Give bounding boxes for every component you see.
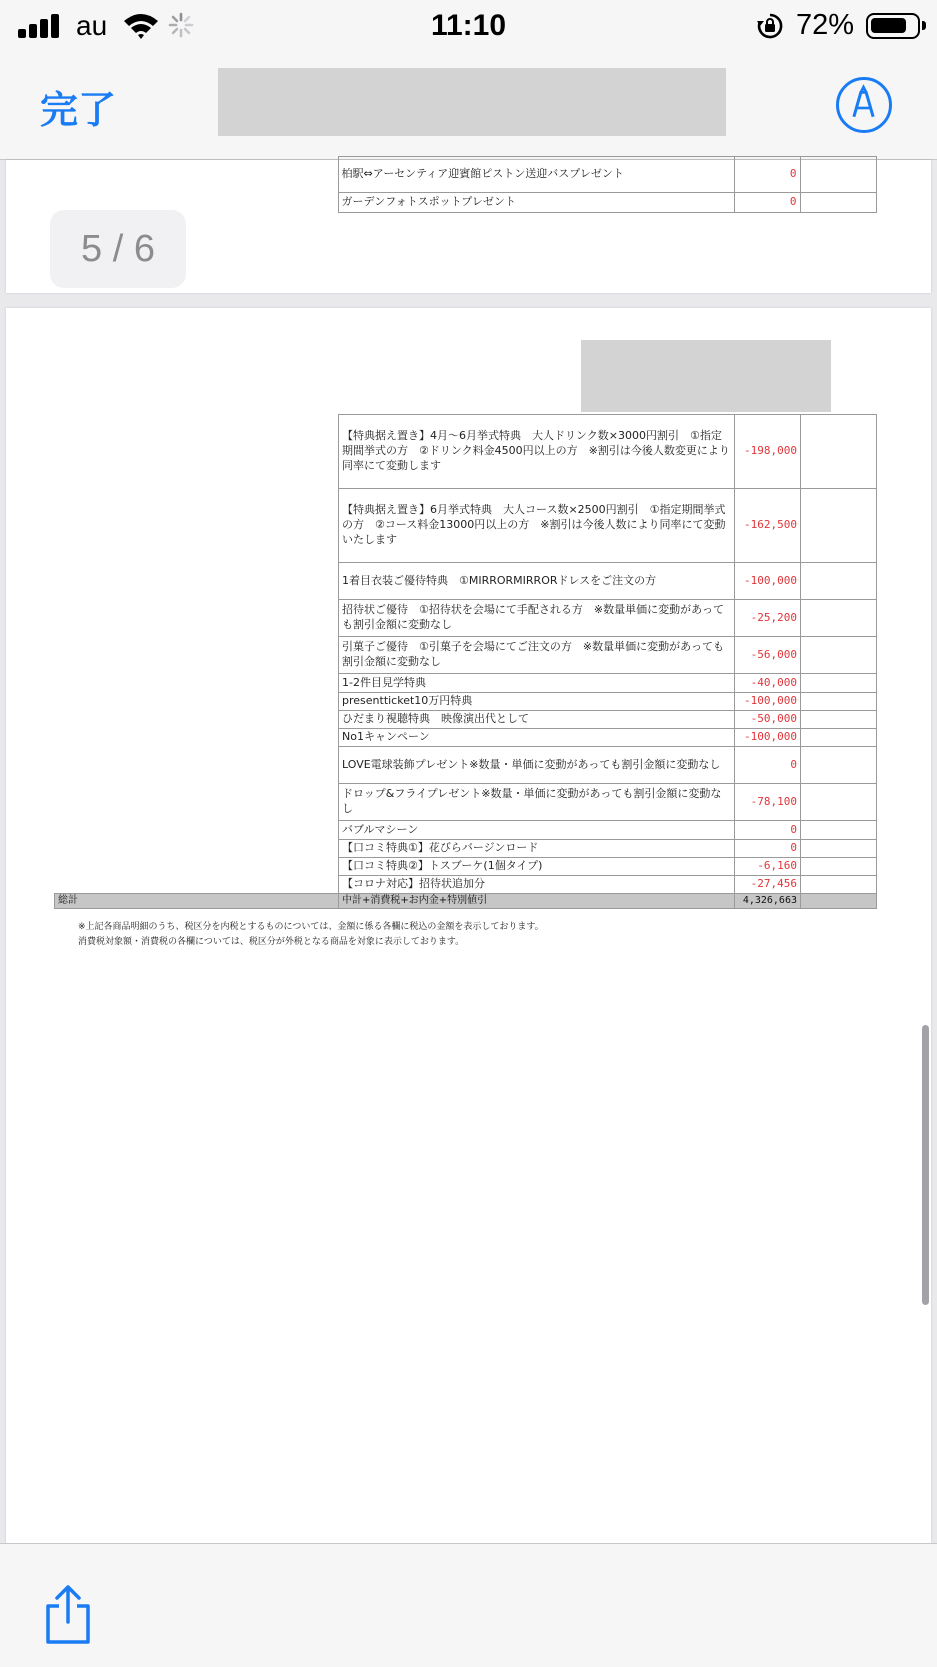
markup-button[interactable]	[836, 77, 892, 133]
footnotes	[78, 920, 544, 950]
done-button[interactable]: 完了	[40, 79, 116, 134]
signal-bars-icon	[18, 14, 62, 38]
item-description: 1-2件目見学特典	[339, 674, 735, 693]
item-description: presentticket10万円特典	[339, 693, 735, 711]
blank-cell	[55, 840, 339, 858]
invoice-table-page5	[54, 156, 877, 213]
item-description: 【特典据え置き】4月～6月挙式特典 大人ドリンク数×3000円割引 ①指定期間挙式の方 ②ドリンク料金4500円以上の方 ※割引は今後人数変更により同率にて変動します	[339, 415, 735, 489]
item-description: バブルマシーン	[339, 821, 735, 840]
item-description: No1キャンペーン	[339, 729, 735, 747]
redacted-title	[218, 68, 726, 136]
empty-cell	[801, 711, 877, 729]
item-description: 【口コミ特典①】花びらバージンロード	[339, 840, 735, 858]
empty-cell	[801, 637, 877, 674]
item-description: 柏駅⇔アーセンティア迎賓館ピストン送迎バスプレゼント	[338, 157, 734, 193]
empty-cell	[801, 674, 877, 693]
blank-cell	[55, 563, 339, 600]
item-description: 【特典据え置き】6月挙式特典 大人コース数×2500円割引 ①指定期間挙式の方 ②コース料金13000円以上の方 ※割引は今後人数により同率にて変動いたします	[339, 489, 735, 563]
item-description: 【コロナ対応】招待状追加分	[339, 876, 735, 894]
share-button[interactable]	[42, 1584, 94, 1646]
markup-pen-icon	[839, 80, 888, 129]
empty-cell	[801, 693, 877, 711]
item-description: 1着目衣装ご優待特典 ①MIRRORMIRRORドレスをご注文の方	[339, 563, 735, 600]
table-row	[55, 711, 877, 729]
empty-cell	[800, 157, 876, 193]
table-row	[55, 840, 877, 858]
item-description: 【口コミ特典②】トスブーケ(1個タイプ)	[339, 858, 735, 876]
item-description: ガーデンフォトスポットプレゼント	[338, 193, 734, 213]
empty-cell	[801, 415, 877, 489]
navigation-bar	[0, 52, 937, 160]
item-description: ひだまり視聴特典 映像演出代として	[339, 711, 735, 729]
blank-cell	[55, 637, 339, 674]
loading-spinner-icon	[168, 12, 194, 38]
item-amount: 0	[734, 193, 800, 213]
item-amount: -27,456	[735, 876, 801, 894]
empty-cell	[801, 600, 877, 637]
item-amount: -25,200	[735, 600, 801, 637]
table-row	[55, 784, 877, 821]
item-amount: 0	[734, 157, 800, 193]
item-amount: -40,000	[735, 674, 801, 693]
table-row	[55, 729, 877, 747]
table-row	[55, 821, 877, 840]
item-amount: -56,000	[735, 637, 801, 674]
empty-cell	[801, 489, 877, 563]
blank-cell	[55, 674, 339, 693]
footnote-line: ※上記各商品明細のうち、税区分を内税とするものについては、金額に係る各欄に税込の金額を表示しております。	[78, 922, 544, 932]
total-amount: 4,326,663	[735, 894, 801, 909]
footnote-line: 消費税対象額・消費税の各欄については、税区分が外税となる商品を対象に表示しております。	[78, 937, 465, 947]
table-row	[55, 876, 877, 894]
item-amount: -100,000	[735, 693, 801, 711]
empty-cell	[801, 894, 877, 909]
table-row	[55, 858, 877, 876]
wifi-icon	[122, 10, 160, 40]
rotation-lock-icon	[756, 12, 784, 40]
item-amount: 0	[735, 747, 801, 784]
empty-cell	[801, 840, 877, 858]
empty-cell	[800, 193, 876, 213]
share-icon	[42, 1584, 94, 1646]
item-amount: -6,160	[735, 858, 801, 876]
table-row	[55, 747, 877, 784]
total-row	[55, 894, 877, 909]
blank-cell	[55, 876, 339, 894]
empty-cell	[801, 858, 877, 876]
carrier-name: au	[76, 10, 108, 41]
status-bar	[0, 0, 937, 52]
item-amount: -162,500	[735, 489, 801, 563]
empty-cell	[801, 876, 877, 894]
empty-cell	[801, 729, 877, 747]
blank-cell	[55, 729, 339, 747]
table-row	[54, 157, 876, 193]
table-row	[55, 563, 877, 600]
table-row	[55, 600, 877, 637]
total-label: 総計	[55, 894, 339, 909]
item-amount: -198,000	[735, 415, 801, 489]
table-row	[55, 415, 877, 489]
total-description: 中計+消費税+お内金+特別値引	[339, 894, 735, 909]
item-amount: -78,100	[735, 784, 801, 821]
table-row	[55, 693, 877, 711]
blank-cell	[55, 784, 339, 821]
table-row	[55, 674, 877, 693]
item-description: ドロップ&フライプレゼント※数量・単価に変動があっても割引金額に変動なし	[339, 784, 735, 821]
blank-cell	[55, 415, 339, 489]
item-description: LOVE電球装飾プレゼント※数量・単価に変動があっても割引金額に変動なし	[339, 747, 735, 784]
invoice-table-page6	[54, 414, 877, 909]
item-description: 招待状ご優待 ①招待状を会場にて手配される方 ※数量単価に変動があっても割引金額に変動なし	[339, 600, 735, 637]
item-amount: 0	[735, 821, 801, 840]
empty-cell	[801, 563, 877, 600]
item-amount: -100,000	[735, 563, 801, 600]
empty-cell	[801, 784, 877, 821]
blank-cell	[55, 711, 339, 729]
scrollbar[interactable]	[922, 1025, 929, 1305]
table-row	[55, 489, 877, 563]
table-row	[55, 637, 877, 674]
battery-icon	[866, 13, 920, 39]
clock: 11:10	[430, 9, 507, 42]
page-counter: 5 / 6	[50, 210, 186, 288]
blank-cell	[55, 489, 339, 563]
empty-cell	[801, 821, 877, 840]
item-amount: -50,000	[735, 711, 801, 729]
blank-cell	[55, 821, 339, 840]
pdf-page-6	[6, 308, 931, 1543]
item-amount: 0	[735, 840, 801, 858]
blank-cell	[54, 157, 338, 193]
blank-cell	[55, 600, 339, 637]
battery-percentage: 72%	[796, 9, 855, 41]
blank-cell	[55, 747, 339, 784]
bottom-toolbar	[0, 1543, 937, 1667]
blank-cell	[55, 693, 339, 711]
item-amount: -100,000	[735, 729, 801, 747]
blank-cell	[55, 858, 339, 876]
item-description: 引菓子ご優待 ①引菓子を会場にてご注文の方 ※数量単価に変動があっても割引金額に変動なし	[339, 637, 735, 674]
table-row	[54, 193, 876, 213]
redacted-box	[581, 340, 831, 412]
empty-cell	[801, 747, 877, 784]
